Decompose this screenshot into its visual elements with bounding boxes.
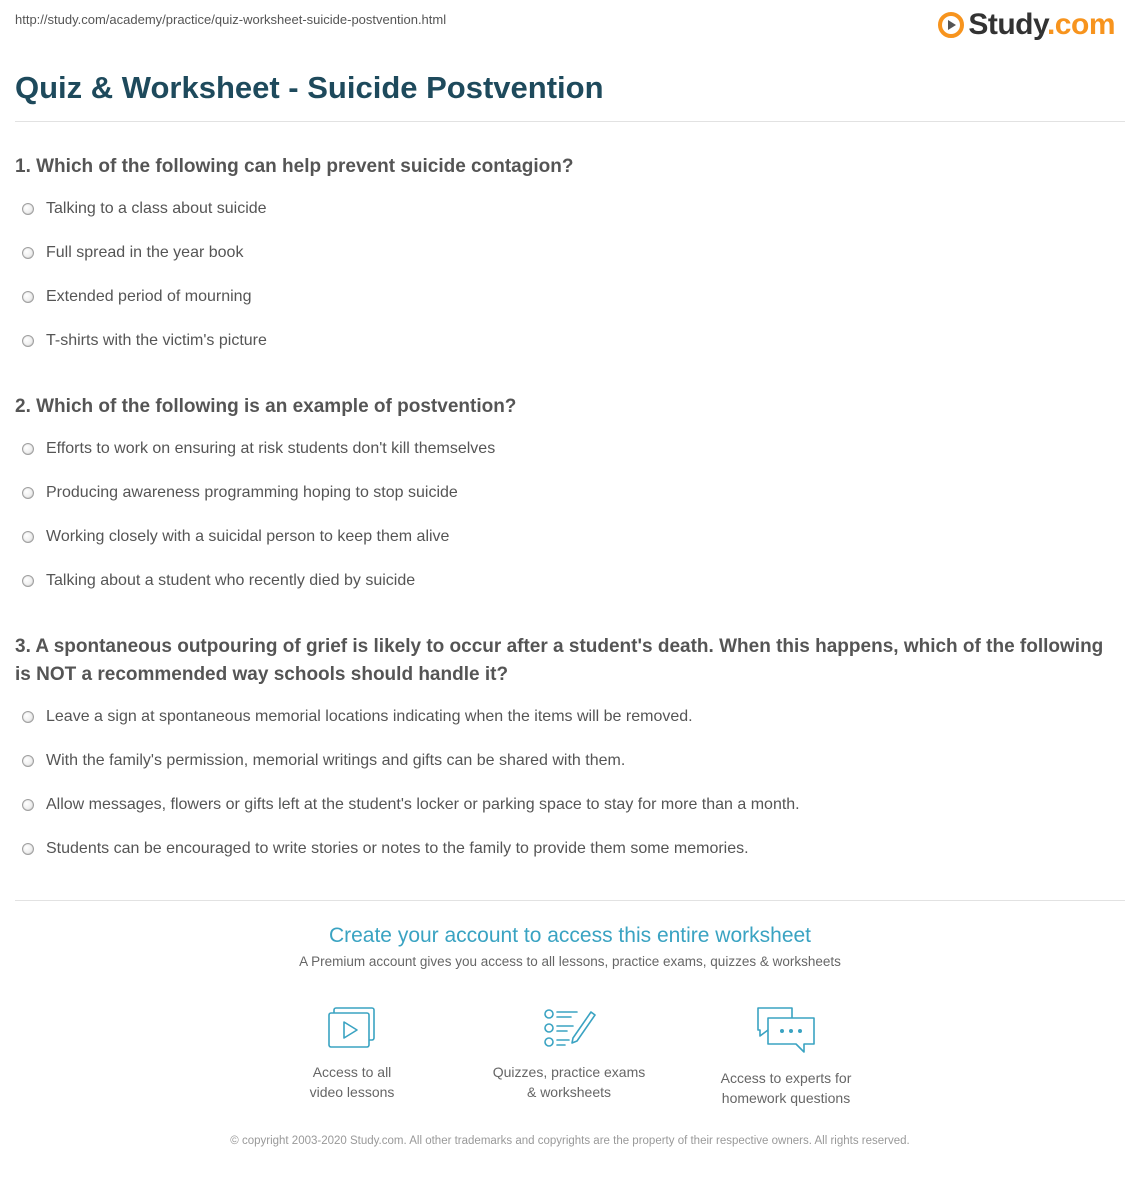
feature-label: Access to experts for homework questions [720,1070,852,1106]
chat-bubbles-icon [754,1006,818,1056]
q2-option-1[interactable] [22,440,495,458]
q1-option-1[interactable] [22,200,267,218]
option-label: Allow messages, flowers or gifts left at the student's locker or parking space to stay for more than a month. [46,796,800,813]
radio-button[interactable] [22,487,34,499]
option-label: Leave a sign at spontaneous memorial locations indicating when the items will be removed. [46,708,693,725]
question-1: 1. Which of the following can help prevent suicide contagion? [15,156,574,177]
top-bar [15,8,1115,48]
question-2: 2. Which of the following is an example of postvention? [15,396,517,417]
feature-video-lessons [252,1006,452,1102]
feature-label: Quizzes, practice exams & worksheets [492,1064,646,1100]
q2-option-2[interactable] [22,484,458,502]
title-divider [15,121,1125,122]
create-account-link[interactable]: Create your account to access this entire worksheet [328,924,812,947]
radio-button[interactable] [22,247,34,259]
option-label: Extended period of mourning [46,288,252,305]
radio-button[interactable] [22,843,34,855]
radio-button[interactable] [22,755,34,767]
option-label: Talking about a student who recently died by suicide [46,572,416,589]
quiz-checklist-icon [541,1006,597,1050]
feature-experts [686,1006,886,1108]
q3-option-3[interactable] [22,796,800,814]
q2-option-4[interactable] [22,572,415,590]
q3-option-1[interactable] [22,708,693,726]
option-label: T-shirts with the victim's picture [46,332,267,349]
play-circle-icon [938,12,964,38]
logo-wordmark: Study.com [968,8,1115,41]
option-label: Producing awareness programming hoping to stop suicide [46,484,458,501]
radio-button[interactable] [22,443,34,455]
radio-button[interactable] [22,203,34,215]
option-label: Talking to a class about suicide [46,200,267,217]
q1-option-4[interactable] [22,332,267,350]
promo-subtitle: A Premium account gives you access to all lessons, practice exams, quizzes & worksheets [299,954,841,969]
q2-option-3[interactable] [22,528,449,546]
q1-option-3[interactable] [22,288,251,306]
option-label: Students can be encouraged to write stories or notes to the family to provide them some memories. [46,840,749,857]
copyright: © copyright 2003-2020 Study.com. All other trademarks and copyrights are the property of their respective owners. All rights reserved. [230,1135,910,1147]
radio-button[interactable] [22,335,34,347]
radio-button[interactable] [22,711,34,723]
page-url[interactable]: http://study.com/academy/practice/quiz-worksheet-suicide-postvention.html [15,12,447,27]
study-logo[interactable] [938,8,1115,42]
option-label: Efforts to work on ensuring at risk students don't kill themselves [46,440,496,457]
video-lessons-icon [326,1006,378,1050]
radio-button[interactable] [22,291,34,303]
question-3: 3. A spontaneous outpouring of grief is likely to occur after a student's death. When this happens, which of the following is NOT a recommended way schools should handle it? [15,636,1104,685]
q1-option-2[interactable] [22,244,243,262]
q3-option-4[interactable] [22,840,749,858]
radio-button[interactable] [22,799,34,811]
promo-divider [15,900,1125,901]
q3-option-2[interactable] [22,752,625,770]
logo-suffix: .com [1046,8,1115,41]
radio-button[interactable] [22,575,34,587]
page-title: Quiz & Worksheet - Suicide Postvention [15,70,604,105]
option-label: With the family's permission, memorial writings and gifts can be shared with them. [46,752,626,769]
feature-label: Access to all video lessons [309,1064,395,1100]
option-label: Working closely with a suicidal person to keep them alive [46,528,450,545]
feature-quizzes [469,1006,669,1102]
option-label: Full spread in the year book [46,244,244,261]
radio-button[interactable] [22,531,34,543]
